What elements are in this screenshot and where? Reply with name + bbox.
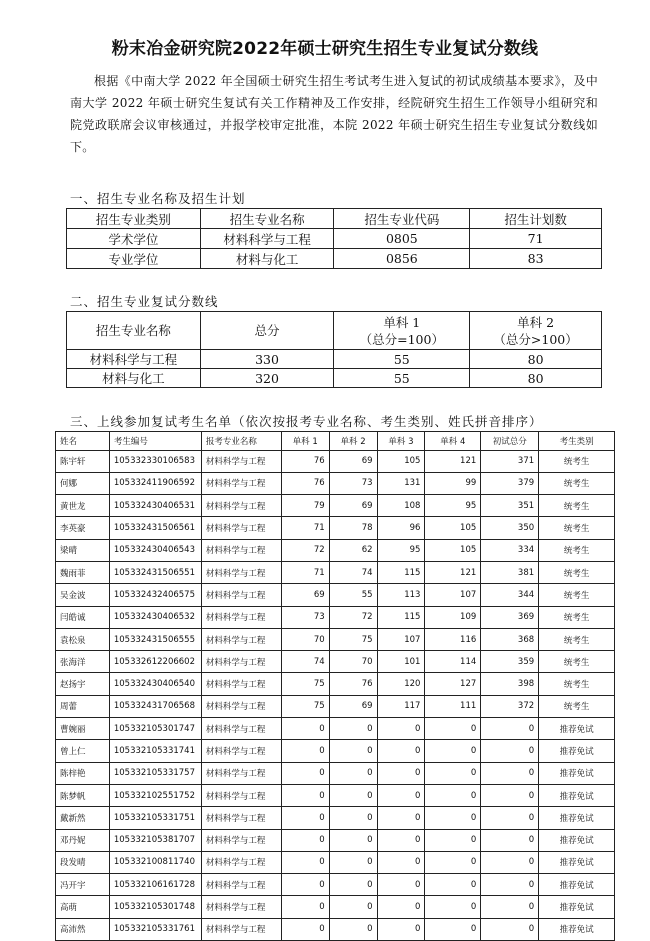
table-cell: 材料科学与工程 bbox=[201, 918, 281, 940]
table-cell: 材料科学与工程 bbox=[201, 740, 281, 762]
table-cell: 55 bbox=[334, 350, 470, 369]
table-cell: 108 bbox=[377, 495, 425, 517]
table-cell: 105332431706568 bbox=[109, 695, 201, 717]
table-cell: 107 bbox=[425, 584, 481, 606]
table-cell: 0 bbox=[329, 874, 377, 896]
table-cell: 0 bbox=[481, 918, 539, 940]
table-cell: 赵扬宇 bbox=[56, 673, 110, 695]
table-row bbox=[56, 807, 615, 829]
table-cell: 105332105331761 bbox=[109, 918, 201, 940]
table-cell: 统考生 bbox=[539, 651, 615, 673]
table-cell: 戴新然 bbox=[56, 807, 110, 829]
table-cell: 105332102551752 bbox=[109, 784, 201, 806]
table-cell: 359 bbox=[481, 651, 539, 673]
table-cell: 105332330106583 bbox=[109, 450, 201, 472]
table-cell: 0 bbox=[425, 918, 481, 940]
header-line-1: 单科 1 bbox=[383, 314, 421, 330]
table-cell: 统考生 bbox=[539, 539, 615, 561]
table-cell: 0 bbox=[481, 740, 539, 762]
column-header: 考生类别 bbox=[539, 432, 615, 451]
section-3-heading: 三、上线参加复试考生名单（依次按报考专业名称、考生类别、姓氏拼音排序） bbox=[70, 414, 543, 429]
table-row bbox=[56, 539, 615, 561]
table-cell: 0 bbox=[329, 784, 377, 806]
table-row bbox=[56, 762, 615, 784]
table-cell: 0 bbox=[329, 851, 377, 873]
section-2-heading: 二、招生专业复试分数线 bbox=[70, 294, 219, 309]
table-cell: 351 bbox=[481, 495, 539, 517]
table-row bbox=[56, 740, 615, 762]
table-cell: 0 bbox=[281, 762, 329, 784]
table-cell: 材料科学与工程 bbox=[201, 539, 281, 561]
table-cell: 0 bbox=[425, 718, 481, 740]
table-cell: 0 bbox=[481, 896, 539, 918]
table-cell: 105332612206602 bbox=[109, 651, 201, 673]
table-row bbox=[56, 651, 615, 673]
table-cell: 76 bbox=[281, 450, 329, 472]
table-cell: 材料科学与工程 bbox=[201, 874, 281, 896]
table-cell: 0 bbox=[425, 784, 481, 806]
table-cell: 材料与化工 bbox=[67, 369, 201, 388]
table-cell: 330 bbox=[200, 350, 334, 369]
table-cell: 统考生 bbox=[539, 472, 615, 494]
table-cell: 105332430406531 bbox=[109, 495, 201, 517]
column-header: 报考专业名称 bbox=[201, 432, 281, 451]
table-cell: 0 bbox=[281, 829, 329, 851]
table-cell: 0 bbox=[329, 829, 377, 851]
table-cell: 高沛然 bbox=[56, 918, 110, 940]
table-row bbox=[56, 829, 615, 851]
column-header bbox=[334, 312, 470, 350]
score-line-table bbox=[66, 311, 602, 388]
table-row bbox=[56, 896, 615, 918]
table-cell: 114 bbox=[425, 651, 481, 673]
table-cell: 0 bbox=[329, 807, 377, 829]
table-cell: 107 bbox=[377, 628, 425, 650]
table-cell: 109 bbox=[425, 606, 481, 628]
table-cell: 材料科学与工程 bbox=[201, 628, 281, 650]
column-header: 初试总分 bbox=[481, 432, 539, 451]
table-row bbox=[56, 918, 615, 940]
table-cell: 0 bbox=[329, 762, 377, 784]
table-cell: 李英豪 bbox=[56, 517, 110, 539]
table-cell: 陈梓艳 bbox=[56, 762, 110, 784]
table-row bbox=[56, 874, 615, 896]
table-cell: 69 bbox=[281, 584, 329, 606]
table-cell: 121 bbox=[425, 561, 481, 583]
table-cell: 魏雨菲 bbox=[56, 561, 110, 583]
table-cell: 79 bbox=[281, 495, 329, 517]
table-cell: 379 bbox=[481, 472, 539, 494]
section-1-heading: 一、招生专业名称及招生计划 bbox=[70, 191, 246, 206]
table-cell: 梁晴 bbox=[56, 539, 110, 561]
table-cell: 350 bbox=[481, 517, 539, 539]
table-cell: 闫皓诚 bbox=[56, 606, 110, 628]
table-row bbox=[56, 450, 615, 472]
table-cell: 0 bbox=[281, 740, 329, 762]
table-cell: 105332106161728 bbox=[109, 874, 201, 896]
table-cell: 80 bbox=[470, 350, 602, 369]
table-cell: 0 bbox=[329, 740, 377, 762]
table-cell: 0 bbox=[281, 851, 329, 873]
table-cell: 曾上仁 bbox=[56, 740, 110, 762]
table-cell: 75 bbox=[281, 695, 329, 717]
table-cell: 0 bbox=[425, 874, 481, 896]
table-row bbox=[56, 561, 615, 583]
table-cell: 115 bbox=[377, 606, 425, 628]
table-row bbox=[56, 718, 615, 740]
table-cell: 何娜 bbox=[56, 472, 110, 494]
table-cell: 369 bbox=[481, 606, 539, 628]
table-cell: 83 bbox=[470, 249, 602, 269]
table-cell: 76 bbox=[329, 673, 377, 695]
column-header: 考生编号 bbox=[109, 432, 201, 451]
table-cell: 115 bbox=[377, 561, 425, 583]
column-header: 单科 3 bbox=[377, 432, 425, 451]
table-cell: 统考生 bbox=[539, 673, 615, 695]
table-cell: 320 bbox=[200, 369, 334, 388]
table-cell: 105332430406540 bbox=[109, 673, 201, 695]
table-row bbox=[56, 584, 615, 606]
table-cell: 0 bbox=[377, 807, 425, 829]
column-header: 单科 1 bbox=[281, 432, 329, 451]
table-cell: 99 bbox=[425, 472, 481, 494]
enrollment-plan-table bbox=[66, 208, 602, 269]
table-cell: 55 bbox=[329, 584, 377, 606]
column-header bbox=[67, 312, 201, 350]
table-header-row bbox=[67, 312, 602, 350]
table-cell: 推荐免试 bbox=[539, 851, 615, 873]
table-cell: 72 bbox=[329, 606, 377, 628]
table-cell: 113 bbox=[377, 584, 425, 606]
table-cell: 0 bbox=[425, 829, 481, 851]
column-header: 单科 4 bbox=[425, 432, 481, 451]
table-cell: 0 bbox=[377, 718, 425, 740]
table-cell: 74 bbox=[281, 651, 329, 673]
table-cell: 统考生 bbox=[539, 695, 615, 717]
table-cell: 0 bbox=[481, 807, 539, 829]
table-cell: 80 bbox=[470, 369, 602, 388]
table-cell: 105 bbox=[377, 450, 425, 472]
table-cell: 105332105331741 bbox=[109, 740, 201, 762]
table-cell: 0 bbox=[481, 784, 539, 806]
column-header: 招生专业代码 bbox=[334, 209, 470, 229]
table-cell: 材料科学与工程 bbox=[201, 472, 281, 494]
table-cell: 0 bbox=[281, 718, 329, 740]
table-row bbox=[56, 628, 615, 650]
header-line-1: 单科 2 bbox=[517, 314, 555, 330]
table-cell: 398 bbox=[481, 673, 539, 695]
table-cell: 材料科学与工程 bbox=[201, 807, 281, 829]
table-cell: 105332105381707 bbox=[109, 829, 201, 851]
table-cell: 0 bbox=[377, 874, 425, 896]
table-cell: 0 bbox=[329, 718, 377, 740]
table-cell: 邓丹妮 bbox=[56, 829, 110, 851]
table-cell: 推荐免试 bbox=[539, 718, 615, 740]
table-cell: 材料科学与工程 bbox=[201, 896, 281, 918]
table-cell: 62 bbox=[329, 539, 377, 561]
table-cell: 105332431506555 bbox=[109, 628, 201, 650]
table-cell: 76 bbox=[281, 472, 329, 494]
table-row bbox=[56, 695, 615, 717]
table-cell: 统考生 bbox=[539, 606, 615, 628]
table-cell: 127 bbox=[425, 673, 481, 695]
header-line-1: 招生专业名称 bbox=[95, 323, 171, 338]
table-row bbox=[67, 350, 602, 369]
column-header: 招生专业名称 bbox=[200, 209, 334, 229]
table-cell: 105332105331757 bbox=[109, 762, 201, 784]
table-cell: 推荐免试 bbox=[539, 896, 615, 918]
table-cell: 0 bbox=[481, 874, 539, 896]
table-cell: 69 bbox=[329, 695, 377, 717]
intro-paragraph: 根据《中南大学 2022 年全国硕士研究生招生考试考生进入复试的初试成绩基本要求》，及中南大学 2022 年硕士研究生复试有关工作精神及工作安排，经院研究生招生工作领导小组研究和院党政联席会议审核通过，并报学校审定批准，本院 2022 年硕士研究生招生专业复试分数线如下。 bbox=[70, 74, 598, 154]
column-header bbox=[470, 312, 602, 350]
table-cell: 陈宇轩 bbox=[56, 450, 110, 472]
table-cell: 推荐免试 bbox=[539, 784, 615, 806]
table-cell: 0 bbox=[329, 896, 377, 918]
table-cell: 96 bbox=[377, 517, 425, 539]
table-cell: 105332430406532 bbox=[109, 606, 201, 628]
table-cell: 推荐免试 bbox=[539, 874, 615, 896]
table-cell: 105 bbox=[425, 517, 481, 539]
table-cell: 0 bbox=[425, 851, 481, 873]
table-header-row bbox=[56, 432, 615, 451]
table-cell: 材料科学与工程 bbox=[201, 584, 281, 606]
table-cell: 0 bbox=[481, 718, 539, 740]
table-row bbox=[56, 517, 615, 539]
table-cell: 334 bbox=[481, 539, 539, 561]
table-cell: 111 bbox=[425, 695, 481, 717]
column-header: 招生计划数 bbox=[470, 209, 602, 229]
table-cell: 0 bbox=[377, 851, 425, 873]
table-row bbox=[56, 606, 615, 628]
table-cell: 75 bbox=[281, 673, 329, 695]
table-cell: 371 bbox=[481, 450, 539, 472]
table-cell: 69 bbox=[329, 450, 377, 472]
table-cell: 0 bbox=[481, 762, 539, 784]
table-cell: 陈梦帆 bbox=[56, 784, 110, 806]
table-cell: 吴金波 bbox=[56, 584, 110, 606]
table-cell: 推荐免试 bbox=[539, 740, 615, 762]
table-cell: 116 bbox=[425, 628, 481, 650]
table-cell: 统考生 bbox=[539, 561, 615, 583]
table-cell: 105332431506551 bbox=[109, 561, 201, 583]
table-cell: 张海洋 bbox=[56, 651, 110, 673]
table-cell: 0 bbox=[281, 784, 329, 806]
table-cell: 统考生 bbox=[539, 628, 615, 650]
page-title: 粉末冶金研究院2022年硕士研究生招生专业复试分数线 bbox=[111, 39, 539, 59]
table-row bbox=[56, 495, 615, 517]
column-header: 单科 2 bbox=[329, 432, 377, 451]
table-cell: 黄世龙 bbox=[56, 495, 110, 517]
table-cell: 0 bbox=[281, 807, 329, 829]
table-cell: 袁松泉 bbox=[56, 628, 110, 650]
table-cell: 0 bbox=[425, 896, 481, 918]
table-cell: 120 bbox=[377, 673, 425, 695]
table-row bbox=[56, 673, 615, 695]
table-cell: 73 bbox=[329, 472, 377, 494]
table-cell: 70 bbox=[329, 651, 377, 673]
table-cell: 0 bbox=[377, 784, 425, 806]
header-line-2: （总分>100） bbox=[493, 331, 578, 347]
table-cell: 材料科学与工程 bbox=[201, 851, 281, 873]
table-cell: 统考生 bbox=[539, 450, 615, 472]
table-cell: 372 bbox=[481, 695, 539, 717]
table-cell: 71 bbox=[281, 517, 329, 539]
table-row bbox=[56, 784, 615, 806]
table-cell: 101 bbox=[377, 651, 425, 673]
table-cell: 95 bbox=[377, 539, 425, 561]
table-cell: 105332105301747 bbox=[109, 718, 201, 740]
table-cell: 73 bbox=[281, 606, 329, 628]
table-cell: 55 bbox=[334, 369, 470, 388]
table-cell: 105332431506561 bbox=[109, 517, 201, 539]
table-cell: 0 bbox=[481, 829, 539, 851]
table-cell: 121 bbox=[425, 450, 481, 472]
table-cell: 材料科学与工程 bbox=[201, 561, 281, 583]
table-cell: 381 bbox=[481, 561, 539, 583]
table-cell: 0 bbox=[329, 918, 377, 940]
table-cell: 105332430406543 bbox=[109, 539, 201, 561]
table-cell: 117 bbox=[377, 695, 425, 717]
table-cell: 周蕾 bbox=[56, 695, 110, 717]
table-cell: 材料科学与工程 bbox=[200, 229, 334, 249]
column-header bbox=[200, 312, 334, 350]
table-cell: 材料科学与工程 bbox=[201, 495, 281, 517]
header-line-2: （总分=100） bbox=[359, 331, 444, 347]
table-cell: 材料科学与工程 bbox=[201, 695, 281, 717]
table-cell: 69 bbox=[329, 495, 377, 517]
table-cell: 0 bbox=[377, 896, 425, 918]
table-cell: 105332105301748 bbox=[109, 896, 201, 918]
table-cell: 统考生 bbox=[539, 517, 615, 539]
table-cell: 0 bbox=[281, 918, 329, 940]
table-cell: 材料科学与工程 bbox=[201, 762, 281, 784]
table-cell: 70 bbox=[281, 628, 329, 650]
table-cell: 0 bbox=[481, 851, 539, 873]
table-cell: 72 bbox=[281, 539, 329, 561]
table-cell: 105332432406575 bbox=[109, 584, 201, 606]
table-cell: 78 bbox=[329, 517, 377, 539]
table-cell: 材料科学与工程 bbox=[201, 517, 281, 539]
table-cell: 0 bbox=[281, 874, 329, 896]
table-cell: 0 bbox=[425, 762, 481, 784]
table-cell: 专业学位 bbox=[67, 249, 201, 269]
table-cell: 0 bbox=[425, 740, 481, 762]
table-cell: 95 bbox=[425, 495, 481, 517]
table-cell: 105332105331751 bbox=[109, 807, 201, 829]
candidate-list-table bbox=[55, 431, 615, 941]
table-cell: 材料科学与工程 bbox=[201, 784, 281, 806]
table-cell: 冯开宇 bbox=[56, 874, 110, 896]
table-cell: 材料科学与工程 bbox=[201, 673, 281, 695]
table-cell: 0 bbox=[377, 740, 425, 762]
table-cell: 推荐免试 bbox=[539, 762, 615, 784]
table-cell: 推荐免试 bbox=[539, 807, 615, 829]
table-cell: 0 bbox=[425, 807, 481, 829]
table-cell: 75 bbox=[329, 628, 377, 650]
table-cell: 368 bbox=[481, 628, 539, 650]
table-cell: 高萌 bbox=[56, 896, 110, 918]
table-cell: 131 bbox=[377, 472, 425, 494]
table-cell: 推荐免试 bbox=[539, 918, 615, 940]
table-row bbox=[67, 249, 602, 269]
table-cell: 105332100811740 bbox=[109, 851, 201, 873]
table-row bbox=[56, 472, 615, 494]
table-cell: 学术学位 bbox=[67, 229, 201, 249]
table-cell: 0805 bbox=[334, 229, 470, 249]
table-cell: 材料科学与工程 bbox=[67, 350, 201, 369]
table-cell: 材料科学与工程 bbox=[201, 718, 281, 740]
column-header: 招生专业类别 bbox=[67, 209, 201, 229]
table-cell: 材料科学与工程 bbox=[201, 450, 281, 472]
table-cell: 统考生 bbox=[539, 495, 615, 517]
table-cell: 材料与化工 bbox=[200, 249, 334, 269]
table-cell: 344 bbox=[481, 584, 539, 606]
table-header-row bbox=[67, 209, 602, 229]
table-cell: 推荐免试 bbox=[539, 829, 615, 851]
table-cell: 0 bbox=[377, 762, 425, 784]
table-cell: 0 bbox=[377, 829, 425, 851]
column-header: 姓名 bbox=[56, 432, 110, 451]
table-cell: 统考生 bbox=[539, 584, 615, 606]
table-cell: 材料科学与工程 bbox=[201, 606, 281, 628]
table-cell: 曹婉丽 bbox=[56, 718, 110, 740]
table-cell: 段发晴 bbox=[56, 851, 110, 873]
table-cell: 71 bbox=[281, 561, 329, 583]
table-cell: 0856 bbox=[334, 249, 470, 269]
table-row bbox=[56, 851, 615, 873]
table-cell: 71 bbox=[470, 229, 602, 249]
table-cell: 74 bbox=[329, 561, 377, 583]
table-cell: 0 bbox=[281, 896, 329, 918]
table-cell: 0 bbox=[377, 918, 425, 940]
header-line-1: 总分 bbox=[254, 323, 280, 338]
table-row bbox=[67, 369, 602, 388]
table-cell: 105332411906592 bbox=[109, 472, 201, 494]
table-cell: 105 bbox=[425, 539, 481, 561]
table-row bbox=[67, 229, 602, 249]
table-cell: 材料科学与工程 bbox=[201, 829, 281, 851]
table-cell: 材料科学与工程 bbox=[201, 651, 281, 673]
